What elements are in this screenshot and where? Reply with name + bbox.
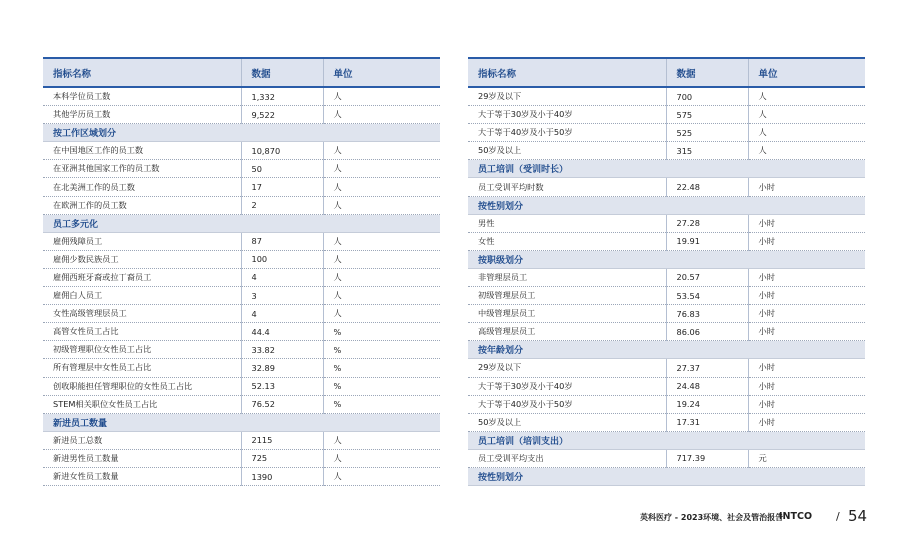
row-value: 52.13 [241, 377, 323, 395]
section-title: 按年龄划分 [468, 341, 865, 359]
section-header-row [468, 431, 865, 449]
row-unit: 人 [323, 232, 440, 250]
row-unit: 人 [323, 106, 440, 124]
row-value: 4 [241, 305, 323, 323]
table-row [43, 178, 440, 196]
row-value: 575 [666, 106, 748, 124]
table-row [468, 268, 865, 286]
row-unit: % [323, 341, 440, 359]
section-header-row [468, 341, 865, 359]
row-unit: 人 [323, 287, 440, 305]
row-unit: 人 [323, 268, 440, 286]
row-unit: 元 [748, 449, 865, 467]
row-unit: % [323, 323, 440, 341]
row-label: 其他学历员工数 [43, 106, 241, 124]
table-row [43, 196, 440, 214]
table-header-row [468, 58, 865, 87]
row-value: 2115 [241, 431, 323, 449]
section-header-row [468, 196, 865, 214]
row-value: 87 [241, 232, 323, 250]
row-value: 17.31 [666, 413, 748, 431]
row-unit: 小时 [748, 214, 865, 232]
row-unit: 人 [323, 142, 440, 160]
section-header-row [43, 124, 440, 142]
row-label: 创收职能担任管理职位的女性员工占比 [43, 377, 241, 395]
row-value: 32.89 [241, 359, 323, 377]
table-row [468, 413, 865, 431]
row-unit: 人 [748, 124, 865, 142]
row-label: 雇佣西班牙裔或拉丁裔员工 [43, 268, 241, 286]
row-unit: 小时 [748, 268, 865, 286]
row-label: 在中国地区工作的员工数 [43, 142, 241, 160]
row-label: 雇佣少数民族员工 [43, 250, 241, 268]
row-unit: 人 [323, 87, 440, 106]
row-unit: 小时 [748, 305, 865, 323]
row-value: 17 [241, 178, 323, 196]
table-row [468, 178, 865, 196]
table-row [43, 232, 440, 250]
row-value: 100 [241, 250, 323, 268]
right-data-table [468, 57, 865, 486]
left-table-body [43, 87, 440, 486]
table-row [43, 268, 440, 286]
row-value: 44.4 [241, 323, 323, 341]
row-unit: 人 [748, 87, 865, 106]
section-header-row [468, 250, 865, 268]
table-row [468, 124, 865, 142]
row-unit: % [323, 395, 440, 413]
table-row [468, 142, 865, 160]
table-row [43, 142, 440, 160]
row-label: 50岁及以上 [468, 142, 666, 160]
row-unit: 人 [323, 305, 440, 323]
table-row [468, 449, 865, 467]
header-data: 数据 [241, 58, 323, 87]
table-row [43, 341, 440, 359]
row-label: STEM相关职位女性员工占比 [43, 395, 241, 413]
page-number: 54 [848, 507, 868, 525]
row-value: 33.82 [241, 341, 323, 359]
row-value: 86.06 [666, 323, 748, 341]
table-row [43, 395, 440, 413]
row-value: 19.24 [666, 395, 748, 413]
row-value: 9,522 [241, 106, 323, 124]
table-row [43, 305, 440, 323]
section-header-row [468, 467, 865, 485]
row-value: 24.48 [666, 377, 748, 395]
row-label: 初级管理层员工 [468, 287, 666, 305]
row-value: 76.52 [241, 395, 323, 413]
row-label: 大于等于30岁及小于40岁 [468, 106, 666, 124]
section-title: 按职级划分 [468, 250, 865, 268]
section-title: 员工多元化 [43, 214, 440, 232]
row-label: 在亚洲其他国家工作的员工数 [43, 160, 241, 178]
row-label: 本科学位员工数 [43, 87, 241, 106]
table-row [43, 359, 440, 377]
header-indicator-name: 指标名称 [468, 58, 666, 87]
row-value: 10,870 [241, 142, 323, 160]
row-value: 2 [241, 196, 323, 214]
footer-brand: INTCO [779, 511, 813, 522]
row-unit: 小时 [748, 178, 865, 196]
table-row [468, 395, 865, 413]
row-value: 725 [241, 449, 323, 467]
row-value: 1390 [241, 467, 323, 485]
row-label: 雇佣白人员工 [43, 287, 241, 305]
table-row [43, 250, 440, 268]
row-label: 员工受训平均支出 [468, 449, 666, 467]
row-value: 3 [241, 287, 323, 305]
row-value: 50 [241, 160, 323, 178]
table-row [43, 323, 440, 341]
row-unit: 小时 [748, 287, 865, 305]
row-label: 大于等于30岁及小于40岁 [468, 377, 666, 395]
row-value: 315 [666, 142, 748, 160]
row-unit: 人 [748, 142, 865, 160]
header-unit: 单位 [748, 58, 865, 87]
section-header-row [43, 413, 440, 431]
row-unit: 人 [748, 106, 865, 124]
section-title: 员工培训（培训支出） [468, 431, 865, 449]
page-footer [0, 505, 908, 529]
row-value: 717.39 [666, 449, 748, 467]
row-value: 4 [241, 268, 323, 286]
row-value: 76.83 [666, 305, 748, 323]
table-row [468, 214, 865, 232]
row-unit: 人 [323, 431, 440, 449]
row-value: 1,332 [241, 87, 323, 106]
table-row [43, 287, 440, 305]
row-value: 525 [666, 124, 748, 142]
row-label: 所有管理层中女性员工占比 [43, 359, 241, 377]
row-value: 27.28 [666, 214, 748, 232]
table-row [468, 323, 865, 341]
section-header-row [43, 214, 440, 232]
row-value: 22.48 [666, 178, 748, 196]
row-label: 中级管理层员工 [468, 305, 666, 323]
row-value: 700 [666, 87, 748, 106]
row-label: 新进男性员工数量 [43, 449, 241, 467]
row-label: 员工受训平均时数 [468, 178, 666, 196]
row-label: 大于等于40岁及小于50岁 [468, 124, 666, 142]
row-label: 高管女性员工占比 [43, 323, 241, 341]
header-data: 数据 [666, 58, 748, 87]
row-label: 男性 [468, 214, 666, 232]
row-unit: % [323, 377, 440, 395]
row-label: 女性 [468, 232, 666, 250]
section-header-row [468, 160, 865, 178]
table-row [468, 359, 865, 377]
row-label: 在欧洲工作的员工数 [43, 196, 241, 214]
footer-separator: / [836, 510, 840, 523]
table-row [468, 305, 865, 323]
table-row [468, 287, 865, 305]
row-unit: 小时 [748, 359, 865, 377]
row-label: 初级管理职位女性员工占比 [43, 341, 241, 359]
row-unit: 人 [323, 178, 440, 196]
row-unit: 小时 [748, 232, 865, 250]
row-unit: 人 [323, 250, 440, 268]
table-header-row [43, 58, 440, 87]
row-value: 27.37 [666, 359, 748, 377]
row-label: 非管理层员工 [468, 268, 666, 286]
row-value: 53.54 [666, 287, 748, 305]
row-value: 19.91 [666, 232, 748, 250]
row-label: 大于等于40岁及小于50岁 [468, 395, 666, 413]
row-unit: 人 [323, 160, 440, 178]
table-row [468, 106, 865, 124]
row-label: 新进女性员工数量 [43, 467, 241, 485]
table-row [43, 160, 440, 178]
row-unit: 人 [323, 467, 440, 485]
row-value: 20.57 [666, 268, 748, 286]
section-title: 员工培训（受训时长） [468, 160, 865, 178]
row-unit: 人 [323, 449, 440, 467]
row-unit: 小时 [748, 323, 865, 341]
header-unit: 单位 [323, 58, 440, 87]
table-row [43, 449, 440, 467]
row-unit: 小时 [748, 395, 865, 413]
row-unit: % [323, 359, 440, 377]
table-row [468, 87, 865, 106]
row-label: 女性高级管理层员工 [43, 305, 241, 323]
left-data-table [43, 57, 440, 486]
right-table-body [468, 87, 865, 486]
table-row [468, 377, 865, 395]
row-label: 在北美洲工作的员工数 [43, 178, 241, 196]
table-row [43, 87, 440, 106]
section-title: 按性别划分 [468, 467, 865, 485]
row-label: 新进员工总数 [43, 431, 241, 449]
row-label: 雇佣残障员工 [43, 232, 241, 250]
footer-report-title: 英科医疗 - 2023环境、社会及管治报告 [640, 513, 784, 522]
header-indicator-name: 指标名称 [43, 58, 241, 87]
table-row [468, 232, 865, 250]
section-title: 按性别划分 [468, 196, 865, 214]
row-unit: 人 [323, 196, 440, 214]
section-title: 新进员工数量 [43, 413, 440, 431]
table-row [43, 431, 440, 449]
row-unit: 小时 [748, 413, 865, 431]
table-row [43, 377, 440, 395]
table-row [43, 106, 440, 124]
section-title: 按工作区域划分 [43, 124, 440, 142]
row-unit: 小时 [748, 377, 865, 395]
row-label: 29岁及以下 [468, 359, 666, 377]
row-label: 50岁及以上 [468, 413, 666, 431]
row-label: 高级管理层员工 [468, 323, 666, 341]
row-label: 29岁及以下 [468, 87, 666, 106]
table-row [43, 467, 440, 485]
